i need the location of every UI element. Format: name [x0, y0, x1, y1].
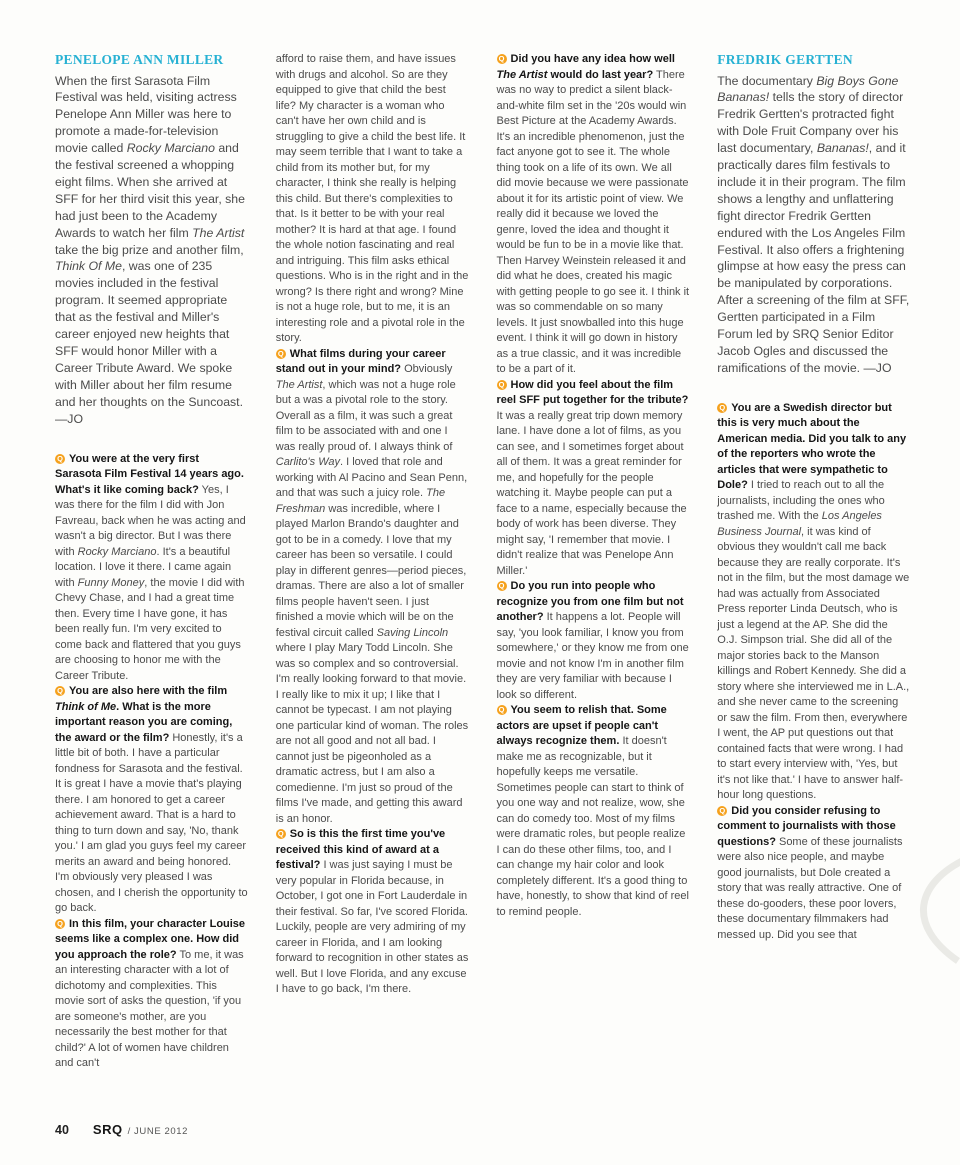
- question-run: The Artist: [496, 68, 548, 81]
- text-run: and the festival screened a whopping eight films. When she arrived at SFF for her third visit this year, she had just been to the Academy Awards to watch her film: [55, 141, 245, 240]
- answer-run: Carlito's Way: [275, 456, 340, 468]
- question-badge-icon: Q: [717, 403, 727, 413]
- text-run: The Artist: [192, 225, 245, 240]
- question-run: You are a Swedish director but this is very much about the American media. Did you talk to any of the reporters who wrote the articles that were sympathetic to Dole?: [717, 401, 907, 492]
- qa-paragraph: [717, 401, 910, 804]
- question-run: Did you consider refusing to comment to journalists with those questions?: [717, 804, 896, 848]
- answer-text: [276, 363, 468, 825]
- text-run: Think Of Me: [55, 259, 122, 274]
- text-run: tells the story of director Fredrik Gertten's protracted fight with Dole Fruit Company over his last documentary,: [717, 90, 904, 156]
- question-run: Do you run into people who recognize you from one film but not another?: [496, 580, 684, 623]
- intro-paragraph: [55, 73, 248, 428]
- qa-paragraph: [497, 703, 690, 920]
- answer-run: Honestly, it's a little bit of both. I have a particular fondness for Sarasota and the festival. It is great I have a movie that's playing there. I am honored to get a career achievement award. That is a hard to thing to turn down and say, 'No, thank you.' I am glad you guys feel my career merits an award and being honored. I'm obviously very pleased I was chosen, and I cherish the opportunity to go back.: [55, 731, 248, 915]
- page-curl-decoration: [878, 855, 960, 965]
- question-badge-icon: Q: [497, 54, 507, 64]
- question-run: So is this the first time you've received this kind of award at a festival?: [275, 828, 446, 871]
- section-heading: FREDRIK GERTTEN: [717, 52, 853, 67]
- question-badge-icon: Q: [497, 380, 507, 390]
- answer-text: [497, 611, 689, 701]
- answer-run: Rocky Marciano: [77, 545, 157, 558]
- answer-run: . I loved that role and working with Al Pacino and Sean Penn, and that was such a juicy role.: [275, 456, 468, 499]
- question-run: In this film, your character Louise seems like a complex one. How did you approach the role?: [55, 917, 246, 961]
- qa-paragraph: [55, 684, 248, 917]
- answer-run: Funny Money: [77, 576, 145, 589]
- answer-run: It was a really great trip down memory lane. I have done a lot of films, as you can see, and I sometimes forget about all of them. It was a great reminder for me, and hopefully for the people watching it. Maybe people can put a face to a name, especially because the body of work has been diverse. They might say, 'I remember that movie. I didn't realize that was Penelope Ann Miller.': [496, 409, 687, 577]
- qa-paragraph: [276, 827, 469, 998]
- answer-text: [497, 69, 690, 376]
- answer-text: [276, 859, 469, 995]
- text-run: , and it practically dares film festivals to include it in their program. The film shows a lengthy and unflattering fight director Fredrik Gertten endured with the Los Angeles Film Festival. It also offers a frightening glimpse at how easy the press can be manipulated by corporations. After a screening of the film at SFF, Gertten participated in a Film Forum led by SRQ Senior Editor Jacob Ogles and discussed the ramifications of the movie. —JO: [717, 141, 910, 375]
- section-heading: PENELOPE ANN MILLER: [55, 52, 224, 67]
- qa-paragraph: [55, 452, 248, 685]
- article-column-3: [497, 52, 690, 920]
- question-run: What films during your career stand out in your mind?: [275, 347, 446, 375]
- answer-run: , the movie I did with Chevy Chase, and I had a great time then. Every time I have gone, it has been really fun. I'm very excited to come back and flattered that you guys are choosing to honor me with the Career Tribute.: [55, 576, 245, 682]
- question-run: You are also here with the film: [69, 685, 228, 698]
- page-footer: [55, 1122, 188, 1137]
- qa-paragraph: [276, 347, 469, 828]
- question-run: . What is the more important reason you are coming, the award or the film?: [55, 700, 233, 744]
- text-run: take the big prize and another film,: [55, 242, 244, 257]
- question-run: How did you feel about the film reel SFF put together for the tribute?: [496, 378, 689, 406]
- magazine-brand: SRQ: [92, 1122, 123, 1137]
- text-run: Rocky Marciano: [126, 141, 215, 156]
- answer-run: , which was not a huge role but a was a pivotal role to the story. Overall as a film, it was such a great film to be associated with and one I was really proud of. I always think of: [275, 378, 456, 453]
- question-badge-icon: Q: [55, 454, 65, 464]
- answer-run: . It's a beautiful location. I love it there. I came again with: [55, 545, 232, 589]
- answer-run: It happens a lot. People will say, 'you look familiar, I know you from somewhere,' or they know me from one movie and not know I'm in another film they are very familiar with because I look so different.: [496, 611, 689, 701]
- answer-run: Saving Lincoln: [376, 626, 449, 639]
- question-run: would do last year?: [547, 68, 654, 81]
- text-run: Big Boys Gone Bananas!: [717, 73, 899, 105]
- question-badge-icon: Q: [497, 705, 507, 715]
- article-column-4: [717, 52, 910, 943]
- answer-run: Yes, I was there for the film I did with Jon Favreau, back when he was acting and wasn't a big director. But I was there with: [55, 483, 246, 558]
- question-text: [717, 402, 906, 492]
- question-badge-icon: Q: [55, 686, 65, 696]
- question-badge-icon: Q: [497, 581, 507, 591]
- issue-date: / JUNE 2012: [127, 1126, 189, 1137]
- qa-paragraph: [497, 378, 690, 580]
- text-run: , was one of 235 movies included in the festival program. It seemed appropriate that as the festival and Miller's career enjoyed new heights that SFF would honor Miller with a Career Tribute Award. We spoke with Miller about her film resume and her thoughts on the Suncoast. —JO: [55, 259, 244, 426]
- page-number: 40: [55, 1123, 69, 1137]
- answer-text: [55, 484, 246, 682]
- answer-run: where I play Mary Todd Lincoln. She was so complex and so controversial. I'm really looking forward to that movie. I really like to mix it up; I like that I cannot be typecast. I am not playing one particular kind of woman. The roles are not all good and not all bad. I cannot just be pigeonholed as a dramatic actress, but I am also a comedienne. I'm just so proud of the films I've made, and getting this award is an honor.: [275, 642, 469, 825]
- text-run: afford to raise them, and have issues with drugs and alcohol. So are they equipped to give that child the best life? My character is a woman who can't have her own child and is struggling to give a child the best life. It may seem terrible that I want to take a child from its mother but, for my character, I think she really is helping this child. But there's complexities to that. Is it better to be with your real mother? It is hard at that age. I found the whole notion fascinating and real and intriguing. This film asks ethical questions. Who is in the right and in the wrong? Is there right and wrong? Mine is not a huge role, but to me, it is an interesting role and a pivotal role in the story.: [275, 53, 469, 344]
- answer-run: , it was kind of obvious they wouldn't call me back because they are really corporate. It's not in the film, but the most damage we had was actually from Associated Press reporter Linda Deutsch, who is just a legend at the AP. She did the O.J. Simpson trial. She did all of the major stories back to the Manson killings and Robert Kennedy. She did a story where she interviewed me in L.A., and she never came to the screening or saw the film. From then, everywhere I went, the AP put questions out that contained facts that were wrong. I had to start every interview with, 'Yes, but it's not like that.' I have to answer half-hour long questions.: [717, 525, 910, 802]
- article-column-1: [55, 52, 248, 1072]
- article-column-2: [276, 52, 469, 998]
- answer-run: Los Angeles Business Journal: [717, 510, 882, 538]
- answer-run: was incredible, where I played Marlon Brando's daughter and got to be in a comedy. I love that my career has been so versatile. I could play in different genres—period pieces, dramas. There are also a lot of smaller films people haven't seen. I just finished a movie which will be on the festival circuit called: [275, 502, 467, 639]
- text-run: The documentary: [717, 73, 817, 88]
- text-run: Bananas!: [816, 141, 869, 156]
- answer-run: Obviously: [401, 363, 453, 375]
- question-badge-icon: Q: [55, 919, 65, 929]
- question-badge-icon: Q: [276, 829, 286, 839]
- answer-text: [717, 479, 909, 801]
- answer-run: I tried to reach out to all the journalists, including the ones who trashed me. With the: [717, 479, 885, 523]
- question-run: Did you have any idea how well: [510, 53, 675, 65]
- continuation-paragraph: [276, 52, 469, 347]
- intro-paragraph: [717, 73, 910, 377]
- question-badge-icon: Q: [276, 349, 286, 359]
- answer-run: The Artist: [275, 378, 323, 391]
- answer-text: [497, 410, 687, 577]
- text-run: When the first Sarasota Film Festival was held, visiting actress Penelope Ann Miller was here to promote a made-for-television movie called: [55, 73, 237, 156]
- article-columns: [55, 52, 910, 1072]
- question-badge-icon: Q: [717, 806, 727, 816]
- answer-text: [55, 949, 244, 1070]
- question-run: You were at the very first Sarasota Film Festival 14 years ago. What's it like coming back?: [55, 452, 244, 496]
- answer-run: There was no way to predict a silent black-and-white film set in the '20s would win Best Picture at the Academy Awards. It's an incredible phenomenon, just the fact anyone got to see it. The whole thing took on a life of its own. We all did movie because we were passionate about it for its artistic point of view. We really did it because we loved the genre, loved the idea and thought it would be fun to be in a movie like that. Then Harvey Weinstein released it and did what he does, created his magic with getting people to go see it. I think it was so commendable on so many levels. It just snowballed into this huge event. I think it will go down in history as a true classic, and it was incredible to be a part of it.: [496, 68, 690, 375]
- answer-text: [55, 732, 248, 915]
- answer-run: Some of these journalists were also nice people, and maybe good journalists, but Dole created a story that was really attractive. One of these do-gooders, these poor lovers, these documentary filmmakers had messed up. Did you see that: [717, 835, 903, 941]
- qa-paragraph: [497, 579, 690, 703]
- question-run: Think of Me: [55, 700, 117, 713]
- question-run: You seem to relish that. Some actors are upset if people can't always recognize them.: [496, 704, 667, 747]
- answer-text: [717, 836, 902, 941]
- qa-paragraph: [55, 917, 248, 1072]
- answer-run: It doesn't make me as recognizable, but it hopefully keeps me versatile. Sometimes people can start to think of you one way and not realize, wow, she can do comedy too. Most of my films were dramatic roles, but people realize I can do these other films, too, and I can change my hair color and look completely different. It's a good thing to have, honestly, to show that kind of reel to remind people.: [496, 735, 689, 918]
- question-text: [497, 379, 689, 407]
- answer-run: To me, it was an interesting character with a lot of dichotomy and complexities. This movie sort of asks the question, 'if you are someone's mother, are you necessarily the best mother for that child?' A lot of women have children and can't: [55, 948, 244, 1070]
- answer-text: [497, 735, 689, 918]
- answer-run: The Freshman: [275, 487, 446, 515]
- answer-run: I was just saying I must be very popular in Florida because, in October, I got one in Fort Lauderdale in their festival. So far, I've scored Florida. Luckily, people are very admiring of my career in Florida, and I am looking forward to recognition in other states as well. But I love Florida, and any excuse I have to go back, I'm there.: [275, 859, 469, 995]
- question-text: [497, 53, 675, 81]
- qa-paragraph: [497, 52, 690, 378]
